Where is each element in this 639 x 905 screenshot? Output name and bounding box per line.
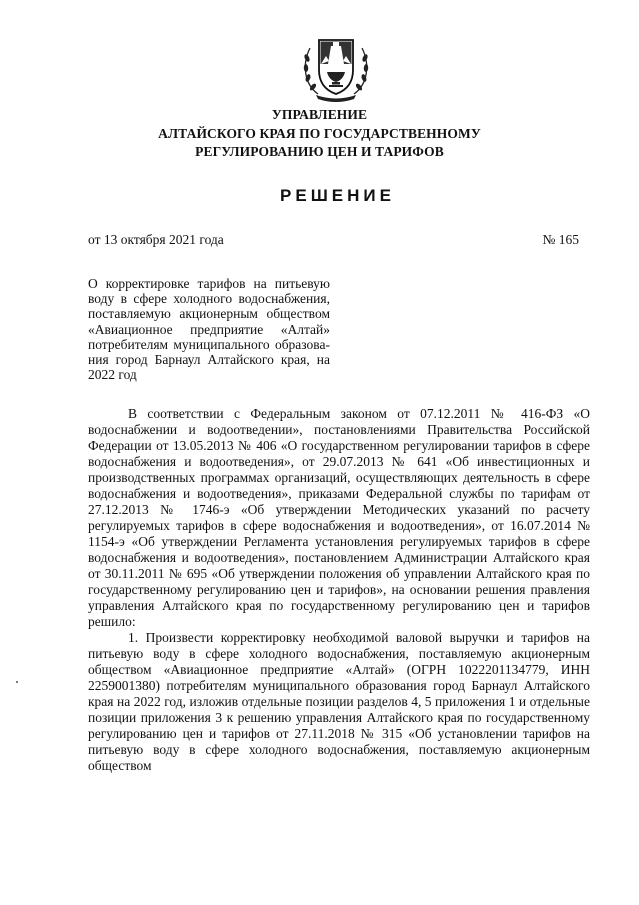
document-subject: О корректировке тарифов на питьевую воду в сфере холодного водоснабжения, поставляемую акционерным обществом «Авиационное предприятие «Алтай» потребителям муниципального образования город Барнаул Алтайского края, на 2022 год bbox=[88, 276, 330, 383]
document-date: от 13 октября 2021 года bbox=[88, 232, 224, 247]
scan-speck bbox=[16, 681, 18, 683]
altai-krai-coat-of-arms-icon bbox=[298, 28, 374, 104]
issuing-authority bbox=[0, 106, 639, 162]
body-paragraph-item-1: 1. Произвести корректировку необходимой валовой выручки и тарифов на питьевую воду в сфере холодного водоснабжения, поставляемую акционерным обществом «Авиационное предприятие «Алтай» (ОГРН 1022201134779, ИНН 2259001380) потребителям муниципального образования город Барнаул Алтайского края на 2022 год, изложив отдельные позиции разделов 4, 5 приложения 1 и отдельные позиции приложения 3 к решению управления Алтайского края по государственному регулированию цен и тарифов от 27.11.2018 № 315 «Об установлении тарифов на питьевую воду в сфере холодного водоснабжения, поставляемую акционерным обществом bbox=[88, 630, 590, 773]
document-type-title: РЕШЕНИЕ bbox=[280, 186, 395, 205]
document-number: № 165 bbox=[542, 232, 579, 247]
body-paragraph-preamble: В соответствии с Федеральным законом от 07.12.2011 № 416-ФЗ «О водоснабжении и водоотведении», постановлениями Правительства Российской Федерации от 13.05.2013 № 406 «О государственном регулировании тарифов в сфере водоснабжения и водоотведения», от 29.07.2013 № 641 «Об инвестиционных и производственных программах организаций, осуществляющих деятельность в сфере водоснабжения и водоотведения», приказами Федеральной службы по тарифам от 27.12.2013 № 1746-э «Об утверждении Методических указаний по расчету регулируемых тарифов в сфере водоснабжения и водоотведения», от 16.07.2014 № 1154-э «Об утверждении Регламента установления регулируемых тарифов в сфере водоснабжения и водоотведения», постановлением Администрации Алтайского края от 30.11.2011 № 695 «Об утверждении положения об управлении Алтайского края по государственному регулированию цен и тарифов», на основании решения правления управления Алтайского края по государственному регулированию цен и тарифов решило: bbox=[88, 406, 590, 629]
document-body bbox=[88, 406, 590, 774]
issuing-authority-line-1: УПРАВЛЕНИЕ bbox=[271, 107, 368, 122]
issuing-authority-line-3: РЕГУЛИРОВАНИЮ ЦЕН И ТАРИФОВ bbox=[195, 144, 444, 159]
issuing-authority-line-2: АЛТАЙСКОГО КРАЯ ПО ГОСУДАРСТВЕННОМУ bbox=[158, 125, 481, 141]
